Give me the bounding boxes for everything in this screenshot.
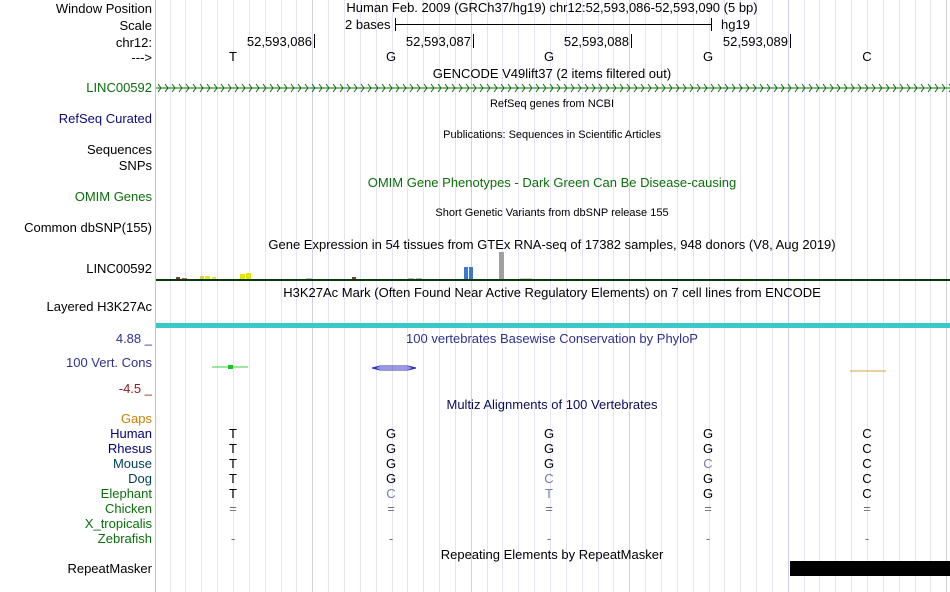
phylop-max-label: 4.88 _	[115, 331, 152, 346]
alignment-base: G	[385, 471, 397, 486]
alignment-base: T	[229, 426, 237, 441]
gencode-title: GENCODE V49lift37 (2 items filtered out)	[432, 66, 672, 81]
alignment-base: C	[544, 471, 554, 486]
alignment-base: G	[385, 456, 397, 471]
sequence-base: G	[543, 49, 555, 64]
position-text: Human Feb. 2009 (GRCh37/hg19) chr12:52,593,086-52,593,090 (5 bp)	[346, 0, 758, 15]
refseq-label[interactable]: RefSeq Curated	[58, 111, 152, 126]
phylop-title: 100 vertebrates Basewise Conservation by PhyloP	[406, 331, 698, 346]
alignment-base: -	[230, 531, 236, 546]
repeatmasker-title: Repeating Elements by RepeatMasker	[440, 547, 664, 562]
alignment-base: G	[702, 486, 714, 501]
alignment-base: G	[702, 471, 714, 486]
alignment-base: =	[545, 501, 553, 516]
scale-bar	[395, 24, 712, 25]
h3k27ac-label[interactable]: Layered H3K27Ac	[46, 299, 152, 314]
omim-title: OMIM Gene Phenotypes - Dark Green Can Be Disease-causing	[367, 175, 737, 190]
sequences-label[interactable]: Sequences	[86, 142, 152, 157]
alignment-base: =	[229, 501, 237, 516]
multiz-title: Multiz Alignments of 100 Vertebrates	[446, 397, 658, 412]
snps-label[interactable]: SNPs	[118, 158, 152, 173]
dbsnp-label[interactable]: Common dbSNP(155)	[24, 220, 152, 235]
sequence-base: G	[702, 49, 714, 64]
phylop-signal[interactable]	[156, 358, 950, 378]
strand-label[interactable]: --->	[131, 50, 152, 65]
alignment-base: C	[386, 486, 396, 501]
alignment-base: T	[229, 486, 237, 501]
coordinate-label: 52,593,089	[722, 34, 788, 49]
omim-label[interactable]: OMIM Genes	[74, 189, 152, 204]
alignment-base: G	[702, 426, 714, 441]
coordinate-label: 52,593,088	[563, 34, 629, 49]
alignment-base: C	[862, 441, 872, 456]
species-label[interactable]: Chicken	[105, 501, 152, 516]
species-label[interactable]: Human	[110, 426, 152, 441]
phylop-min-label: -4.5 _	[118, 381, 152, 396]
gaps-label[interactable]: Gaps	[120, 411, 152, 426]
coordinate-tick	[631, 34, 632, 48]
cons-label[interactable]: 100 Vert. Cons	[66, 355, 152, 370]
alignment-base: T	[229, 441, 237, 456]
species-label[interactable]: Mouse	[112, 456, 152, 471]
repeatmasker-label[interactable]: RepeatMasker	[67, 561, 152, 576]
refseq-title: RefSeq genes from NCBI	[489, 98, 615, 110]
species-label[interactable]: Zebrafish	[97, 531, 152, 546]
sequence-base: G	[385, 49, 397, 64]
species-label[interactable]: Dog	[128, 471, 152, 486]
tracks-area[interactable]	[156, 0, 950, 592]
alignment-base: -	[546, 531, 552, 546]
alignment-base: =	[704, 501, 712, 516]
alignment-base: G	[543, 426, 555, 441]
coordinate-tick	[790, 34, 791, 48]
alignment-base: G	[385, 426, 397, 441]
gencode-gene-label[interactable]: LINC00592	[86, 80, 152, 95]
alignment-base: C	[703, 456, 713, 471]
gtex-expression-bars[interactable]	[156, 250, 950, 282]
alignment-base: C	[862, 486, 872, 501]
alignment-base: =	[863, 501, 871, 516]
scale-label: Scale	[119, 18, 152, 33]
alignment-base: =	[387, 501, 395, 516]
species-label[interactable]: Elephant	[100, 486, 152, 501]
assembly-text: hg19	[721, 17, 750, 32]
repeat-element[interactable]	[790, 561, 950, 576]
scale-text: 2 bases	[345, 17, 391, 32]
alignment-base: C	[862, 471, 872, 486]
alignment-base: G	[702, 441, 714, 456]
scale-bar-right-tick	[711, 18, 712, 31]
coordinate-tick	[473, 34, 474, 48]
alignment-base: -	[388, 531, 394, 546]
coordinate-label: 52,593,086	[246, 34, 312, 49]
alignment-base: G	[543, 456, 555, 471]
h3k27ac-title: H3K27Ac Mark (Often Found Near Active Regulatory Elements) on 7 cell lines from ENCODE	[283, 285, 821, 300]
coordinate-tick	[314, 34, 315, 48]
alignment-base: C	[862, 426, 872, 441]
gencode-gene-feature[interactable]	[156, 82, 950, 94]
gtex-title: Gene Expression in 54 tissues from GTEx RNA-seq of 17382 samples, 948 donors (V8, Aug 2019)	[268, 237, 836, 252]
alignment-base: C	[862, 456, 872, 471]
track-labels	[0, 0, 155, 592]
sequence-base: C	[862, 49, 872, 64]
species-label[interactable]: Rhesus	[107, 441, 152, 456]
gtex-gene-label[interactable]: LINC00592	[86, 261, 152, 276]
alignment-base: G	[385, 441, 397, 456]
window-position-label: Window Position	[55, 1, 152, 16]
alignment-base: -	[705, 531, 711, 546]
h3k27ac-signal[interactable]	[156, 323, 950, 328]
dbsnp-title: Short Genetic Variants from dbSNP release 155	[435, 207, 669, 219]
alignment-base: T	[545, 486, 553, 501]
publications-title: Publications: Sequences in Scientific Articles	[443, 129, 661, 141]
scale-bar-left-tick	[395, 18, 396, 31]
alignment-base: -	[864, 531, 870, 546]
chrom-label: chr12:	[115, 35, 152, 50]
alignment-base: T	[229, 471, 237, 486]
alignment-base: T	[229, 456, 237, 471]
species-label[interactable]: X_tropicalis	[84, 516, 152, 531]
alignment-base: G	[543, 441, 555, 456]
coordinate-label: 52,593,087	[405, 34, 471, 49]
sequence-base: T	[229, 49, 237, 64]
